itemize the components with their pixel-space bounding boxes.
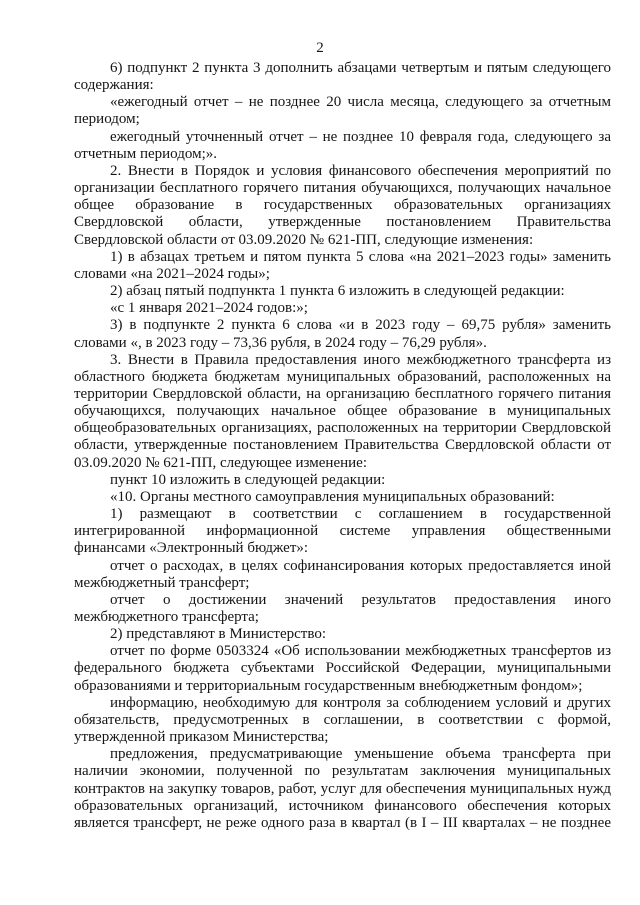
paragraph: «10. Органы местного самоуправления муниципальных образований:: [110, 488, 555, 505]
paragraph: 3. Внести в Правила предоставления иного межбюджетного трансферта из областного бюджета бюджетам муниципальных образований, расположенных на территории Свердловской области, на организацию бесплатного горячего питания обучающихся, получающих начальное общее образование в муниципальных общеобразовательных организациях, расположенных на территории Свердловской области, утвержденные постановлением Правительства Свердловской области от 03.09.2020 № 621-ПП, следующее изменение:: [74, 351, 611, 471]
paragraph: информацию, необходимую для контроля за соблюдением условий и других обязательств, предусмотренных в соглашении, в соответствии с формой, утвержденной приказом Министерства;: [74, 694, 611, 746]
paragraph: 2) представляют в Министерство:: [110, 626, 326, 643]
paragraph: предложения, предусматривающие уменьшение объема трансферта при наличии экономии, полученной по результатам заключения муниципальных контрактов на закупку товаров, работ, услуг для обеспечения муниципальных нужд образовательных организаций, источником финансового обеспечения которых является трансферт, не реже одного раза в квартал (в I – III кварталах – не позднее: [74, 746, 611, 831]
paragraph: 1) в абзацах третьем и пятом пункта 5 слова «на 2021–2023 годы» заменить словами «на 2021–2024 годы»;: [74, 248, 611, 282]
paragraph: «ежегодный отчет – не позднее 20 числа месяца, следующего за отчетным периодом;: [74, 94, 611, 128]
paragraph: 2) абзац пятый подпункта 1 пункта 6 изложить в следующей редакции:: [110, 283, 565, 300]
page-number: 2: [316, 40, 324, 56]
paragraph: пункт 10 изложить в следующей редакции:: [110, 471, 386, 488]
paragraph: 6) подпункт 2 пункта 3 дополнить абзацами четвертым и пятым следующего содержания:: [74, 60, 611, 94]
paragraph: ежегодный уточненный отчет – не позднее 10 февраля года, следующего за отчетным периодом;».: [74, 128, 611, 162]
paragraph: 3) в подпункте 2 пункта 6 слова «и в 2023 году – 69,75 рубля» заменить словами «, в 2023 году – 73,36 рубля, в 2024 году – 76,29 рубля».: [74, 317, 611, 351]
paragraph: отчет о достижении значений результатов предоставления иного межбюджетного трансферта;: [74, 591, 611, 625]
paragraph: 2. Внести в Порядок и условия финансового обеспечения мероприятий по организации бесплатного горячего питания обучающихся, получающих начальное общее образование в государственных образовательных организациях Свердловской области, утвержденные постановлением Правительства Свердловской области от 03.09.2020 № 621-ПП, следующие изменения:: [74, 162, 611, 248]
paragraph: отчет по форме 0503324 «Об использовании межбюджетных трансфертов из федерального бюджета субъектами Российской Федерации, муниципальными образованиями и территориальным государственным внебюджетным фондом»;: [74, 643, 611, 694]
document-body: [74, 60, 611, 832]
paragraph: «с 1 января 2021–2024 годов:»;: [110, 300, 308, 317]
paragraph: отчет о расходах, в целях софинансирования которых предоставляется иной межбюджетный трансферт;: [74, 557, 611, 591]
paragraph: 1) размещают в соответствии с соглашением в государственной интегрированной информационной системе управления общественными финансами «Электронный бюджет»:: [74, 506, 611, 557]
